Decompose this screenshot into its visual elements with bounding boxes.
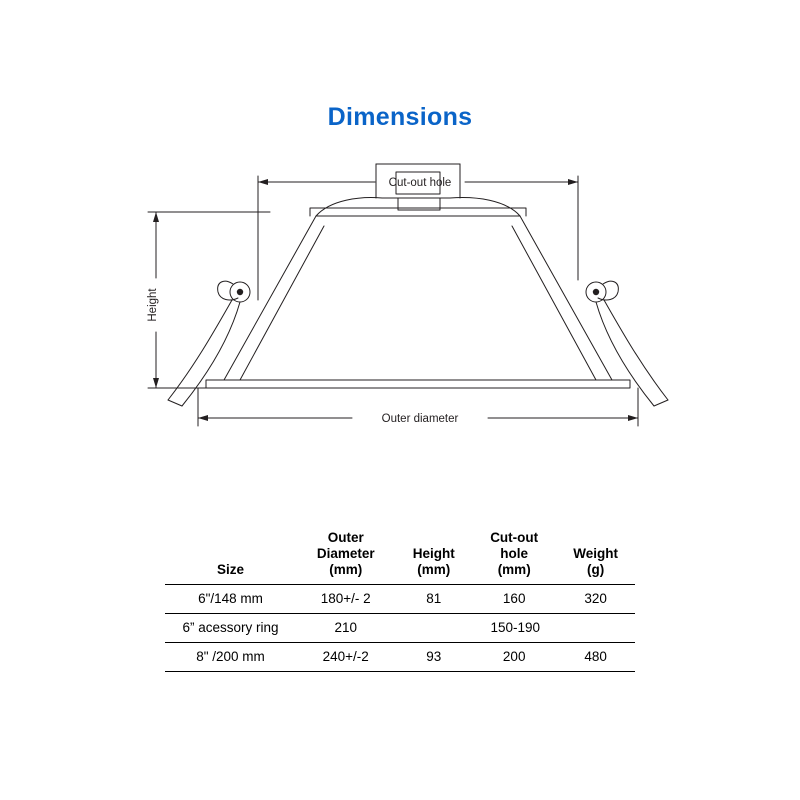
cell-weight: 480 <box>556 643 635 672</box>
column-header-cutout-hole <box>472 528 556 584</box>
cell-size: 6” acessory ring <box>165 613 296 642</box>
outer-diameter-label: Outer diameter <box>381 413 459 425</box>
cell-size: 6"/148 mm <box>165 584 296 613</box>
downlight-cross-section-svg <box>120 150 680 470</box>
outer-arrow-right <box>628 415 638 421</box>
cutout-arrow-right <box>568 179 578 185</box>
trim-flange <box>206 380 630 388</box>
spring-coil-right <box>598 281 618 300</box>
cell-cutout-hole: 160 <box>472 584 556 613</box>
dimensions-table <box>165 528 635 672</box>
header-line: Cut-out <box>490 530 539 545</box>
table-row <box>165 613 635 642</box>
table-head <box>165 528 635 584</box>
spring-pivot-left-dot <box>237 289 243 295</box>
spring-pivot-right-dot <box>593 289 599 295</box>
table-body <box>165 584 635 672</box>
reflector-inner-left <box>240 226 324 380</box>
page-title: Dimensions <box>327 103 473 131</box>
spring-tip-right <box>654 400 668 406</box>
cell-size: 8" /200 mm <box>165 643 296 672</box>
table-header-row <box>165 528 635 584</box>
header-line: Outer <box>327 530 364 545</box>
cell-outer-diameter: 210 <box>296 613 396 642</box>
cell-cutout-hole: 200 <box>472 643 556 672</box>
column-header-weight <box>556 528 635 584</box>
column-header-height <box>396 528 473 584</box>
table-row <box>165 584 635 613</box>
dimension-drawing <box>120 150 680 470</box>
header-line: Size <box>216 561 244 577</box>
cell-height: 93 <box>396 643 473 672</box>
height-arrow-top <box>153 212 159 222</box>
cell-height: 81 <box>396 584 473 613</box>
column-header-outer-diameter <box>296 528 396 584</box>
height-label: Height <box>147 288 159 322</box>
table-row <box>165 643 635 672</box>
cell-weight: 320 <box>556 584 635 613</box>
column-header-size <box>165 528 296 584</box>
spring-arm-left-outer <box>168 300 232 400</box>
cell-outer-diameter: 180+/- 2 <box>296 584 396 613</box>
spring-coil-left <box>218 281 238 300</box>
header-line: Weight <box>573 545 619 561</box>
housing-dome <box>316 198 520 216</box>
header-line: (mm) <box>417 561 451 577</box>
cutout-hole-label: Cut-out hole <box>388 177 452 189</box>
cell-cutout-hole-merged: 150-190 <box>396 613 635 642</box>
header-line: (mm) <box>497 561 531 577</box>
spring-arm-right-inner <box>596 302 654 406</box>
spring-tip-left <box>168 400 182 406</box>
housing-lip <box>310 208 526 216</box>
cell-outer-diameter: 240+/-2 <box>296 643 396 672</box>
spring-arm-left-inner <box>182 302 240 406</box>
outer-arrow-left <box>198 415 208 421</box>
header-line: (g) <box>587 561 605 577</box>
header-line: Height <box>412 545 455 561</box>
header-line: (mm) <box>329 561 363 577</box>
header-line: Diameter <box>316 545 375 561</box>
header-line: hole <box>500 545 529 561</box>
cutout-arrow-left <box>258 179 268 185</box>
spring-arm-right-outer <box>604 300 668 400</box>
height-arrow-bottom <box>153 378 159 388</box>
reflector-inner-right <box>512 226 596 380</box>
dimensions-table-wrapper <box>165 528 635 672</box>
